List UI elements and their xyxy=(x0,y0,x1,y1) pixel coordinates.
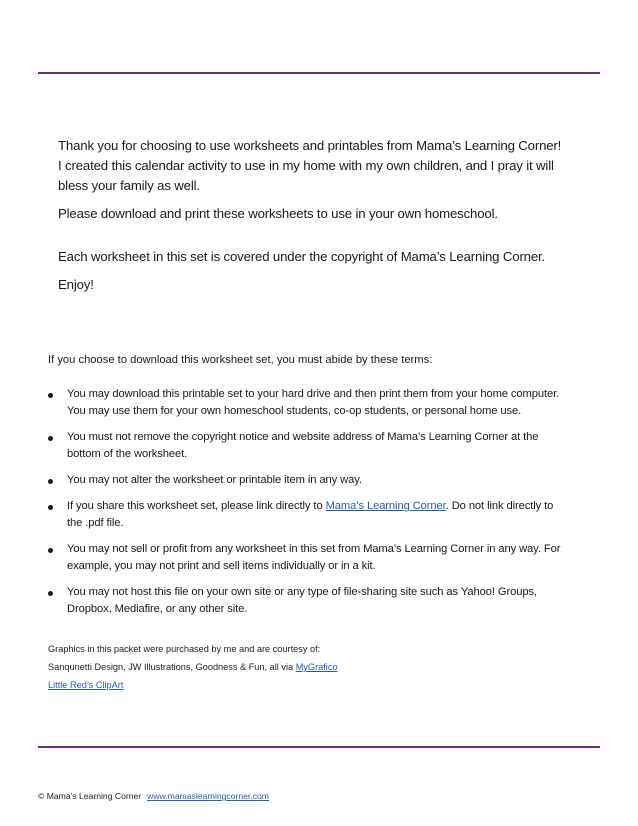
mygrafico-link[interactable]: MyGrafico xyxy=(295,662,338,672)
intro-line-5: Each worksheet in this set is covered under the copyright of Mama’s Learning Corner. xyxy=(58,249,546,264)
terms-item-line: the .pdf file. xyxy=(67,517,124,529)
mamas-learning-corner-link[interactable]: Mama’s Learning Corner xyxy=(325,500,446,512)
credits-line-3 xyxy=(48,676,608,694)
terms-list xyxy=(48,386,604,627)
terms-item-line: Dropbox, Mediafire, or any other site. xyxy=(67,603,248,615)
terms-item-line xyxy=(67,498,604,515)
credits-text: Sanqunetti Design, JW Illustrations, Goodness & Fun, all via xyxy=(48,662,296,672)
bullet-icon xyxy=(48,505,53,510)
bottom-divider xyxy=(38,746,600,748)
terms-item-line: You may download this printable set to your hard drive and then print them from your home computer. xyxy=(67,388,560,400)
intro-line-1: Thank you for choosing to use worksheets and printables from Mama’s Learning Corner! xyxy=(58,138,562,153)
terms-item-line: You may use them for your own homeschool students, co-op students, or personal home use. xyxy=(67,405,522,417)
terms-item xyxy=(48,498,604,532)
bullet-icon xyxy=(48,436,53,441)
terms-item-line: bottom of the worksheet. xyxy=(67,448,188,460)
copyright-text: © Mama’s Learning Corner xyxy=(38,791,142,801)
terms-item-line: example, you may not print and sell items individually or in a kit. xyxy=(67,560,376,572)
top-divider xyxy=(38,72,600,74)
website-link[interactable]: www.mamaslearningcorner.com xyxy=(147,791,269,801)
page-footer xyxy=(38,790,598,802)
credits-line-1: Graphics in this packet were purchased by me and are courtesy of: xyxy=(48,644,321,654)
terms-item-text: . Do not link directly to xyxy=(445,500,554,512)
terms-item xyxy=(48,472,604,489)
intro-line-2: I created this calendar activity to use in my home with my own children, and I pray it will xyxy=(58,158,554,173)
terms-item-text: If you share this worksheet set, please link directly to xyxy=(67,500,326,512)
intro-line-3: bless your family as well. xyxy=(58,178,200,193)
graphics-credits xyxy=(48,640,608,694)
credits-line-2 xyxy=(48,658,608,676)
terms-item-line: You must not remove the copyright notice and website address of Mama’s Learning Corner at the xyxy=(67,431,539,443)
terms-item xyxy=(48,429,604,463)
terms-item-line: You may not alter the worksheet or printable item in any way. xyxy=(67,474,362,486)
terms-item-line: You may not sell or profit from any worksheet in this set from Mama’s Learning Corner in any way. For xyxy=(67,543,561,555)
intro-line-6: Enjoy! xyxy=(58,277,94,292)
terms-intro: If you choose to download this worksheet set, you must abide by these terms: xyxy=(48,354,433,366)
bullet-icon xyxy=(48,548,53,553)
terms-item-line: You may not host this file on your own site or any type of file-sharing site such as Yahoo! Groups, xyxy=(67,586,537,598)
intro-message xyxy=(58,136,598,295)
little-reds-clipart-link[interactable]: Little Red’s ClipArt xyxy=(48,680,124,690)
terms-item xyxy=(48,541,604,575)
terms-item xyxy=(48,386,604,420)
terms-item xyxy=(48,584,604,618)
bullet-icon xyxy=(48,479,53,484)
bullet-icon xyxy=(48,393,53,398)
bullet-icon xyxy=(48,591,53,596)
intro-line-4: Please download and print these worksheets to use in your own homeschool. xyxy=(58,206,498,221)
